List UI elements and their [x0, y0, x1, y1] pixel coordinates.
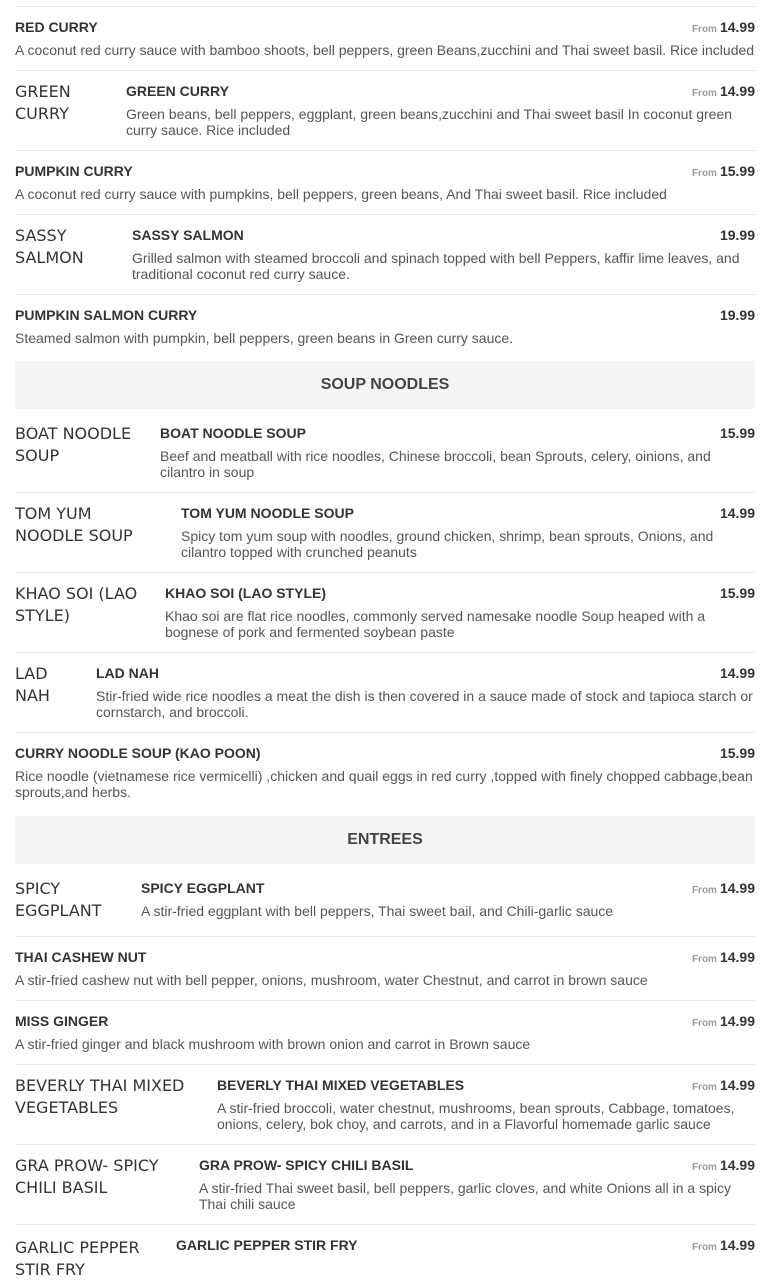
item-description: Green beans, bell peppers, eggplant, green beans,zucchini and Thai sweet basil In coconut green curry sauce. Rice included — [126, 106, 733, 138]
price-value: 15.99 — [719, 163, 755, 179]
price-value: 14.99 — [719, 949, 755, 965]
item-description: Steamed salmon with pumpkin, bell peppers, green beans in Green curry sauce. — [15, 330, 514, 346]
menu-item-garlic-pepper-stir-fry[interactable] — [15, 1225, 755, 1279]
price-from-label: From — [691, 1242, 717, 1253]
price-from-label: From — [691, 168, 717, 179]
item-description: Beef and meatball with rice noodles, Chinese broccoli, bean Sprouts, celery, oinions, and cilantro in soup — [160, 448, 711, 480]
item-name: BEVERLY THAI MIXED VEGETABLES — [217, 1077, 465, 1093]
item-name: GARLIC PEPPER STIR FRY — [176, 1237, 358, 1253]
item-image-alt: GARLIC PEPPER STIR FRY — [15, 1238, 140, 1279]
price-value: 14.99 — [719, 83, 755, 99]
item-description: A stir-fried cashew nut with bell pepper, onions, mushroom, water Chestnut, and carrot in brown sauce — [15, 972, 648, 988]
menu-item-miss-ginger[interactable] — [15, 1001, 755, 1065]
price-value: 14.99 — [719, 1237, 755, 1253]
item-description: Stir-fried wide rice noodles a meat the dish is then covered in a sauce made of stock and tapioca starch or cornstarch, and broccoli. — [96, 688, 753, 720]
item-name: CURRY NOODLE SOUP (KAO POON) — [15, 745, 261, 761]
menu-item-khao-soi[interactable] — [15, 573, 755, 653]
menu-item-beverly-thai-mixed-vegetables[interactable] — [15, 1065, 755, 1145]
item-image-alt: SPICY EGGPLANT — [15, 879, 102, 920]
item-price — [692, 1237, 755, 1253]
item-description: A coconut red curry sauce with pumpkins, bell peppers, green beans, And Thai sweet basil. Rice included — [15, 186, 667, 202]
item-price — [692, 19, 755, 35]
item-image-alt: BOAT NOODLE SOUP — [15, 424, 132, 465]
price-value: 14.99 — [719, 1077, 755, 1093]
menu-item-lad-nah[interactable] — [15, 653, 755, 733]
item-name: LAD NAH — [96, 665, 159, 681]
item-image-alt: GREEN CURRY — [15, 82, 71, 123]
item-price: 15.99 — [719, 425, 755, 441]
menu-item-boat-noodle-soup[interactable] — [15, 409, 755, 493]
item-price — [692, 1077, 755, 1093]
item-price: 15.99 — [719, 745, 755, 761]
menu-item-thai-cashew-nut[interactable] — [15, 937, 755, 1001]
item-description: Grilled salmon with steamed broccoli and spinach topped with bell Peppers, kaffir lime leaves, and traditional coconut red curry sauce. — [132, 250, 740, 282]
item-price: 14.99 — [719, 665, 755, 681]
price-value: 14.99 — [719, 19, 755, 35]
item-image-alt: KHAO SOI (LAO STYLE) — [15, 584, 138, 625]
item-description: A stir-fried broccoli, water chestnut, mushrooms, bean sprouts, Cabbage, tomatoes, onions, celery, bok choy, and carrots, and in a Flavorful homemade garlic sauce — [217, 1100, 735, 1132]
item-price: 15.99 — [719, 585, 755, 601]
price-from-label: From — [691, 1162, 717, 1173]
menu-item-spicy-eggplant[interactable] — [15, 864, 755, 937]
item-price — [692, 949, 755, 965]
item-image-alt: LAD NAH — [15, 664, 50, 705]
item-price: 19.99 — [719, 307, 755, 323]
item-name: GRA PROW- SPICY CHILI BASIL — [199, 1157, 414, 1173]
menu-page — [15, 0, 755, 1279]
item-price — [692, 880, 755, 896]
item-name: THAI CASHEW NUT — [15, 949, 147, 965]
price-value: 14.99 — [719, 1157, 755, 1173]
item-name: TOM YUM NOODLE SOUP — [181, 505, 354, 521]
item-name: GREEN CURRY — [126, 83, 229, 99]
item-image-alt: BEVERLY THAI MIXED VEGETABLES — [15, 1076, 185, 1117]
item-description: Spicy tom yum soup with noodles, ground chicken, shrimp, bean sprouts, Onions, and cilantro topped with crunched peanuts — [181, 528, 714, 560]
item-name: PUMPKIN SALMON CURRY — [15, 307, 198, 323]
item-description: A coconut red curry sauce with bamboo shoots, bell peppers, green Beans,zucchini and Thai sweet basil. Rice included — [15, 42, 755, 58]
item-name: RED CURRY — [15, 19, 98, 35]
item-description: A stir-fried ginger and black mushroom with brown onion and carrot in Brown sauce — [15, 1036, 531, 1052]
price-from-label: From — [691, 88, 717, 99]
price-from-label: From — [691, 1082, 717, 1093]
item-description: Rice noodle (vietnamese rice vermicelli) ,chicken and quail eggs in red curry ,topped with finely chopped cabbage,bean sprouts,and herbs. — [15, 768, 753, 800]
menu-item-curry-noodle-soup[interactable] — [15, 733, 755, 816]
divider — [15, 0, 755, 7]
item-price — [692, 83, 755, 99]
item-name: PUMPKIN CURRY — [15, 163, 133, 179]
price-value: 14.99 — [719, 880, 755, 896]
price-from-label: From — [691, 885, 717, 896]
menu-item-red-curry[interactable] — [15, 7, 755, 71]
price-from-label: From — [691, 24, 717, 35]
item-name: SASSY SALMON — [132, 227, 244, 243]
item-description: Khao soi are flat rice noodles, commonly served namesake noodle Soup heaped with a bognese of pork and fermented soybean paste — [165, 608, 706, 640]
item-image-alt: TOM YUM NOODLE SOUP — [15, 504, 133, 545]
section-heading-entrees: ENTREES — [15, 816, 755, 864]
menu-item-pumpkin-curry[interactable] — [15, 151, 755, 215]
item-name: KHAO SOI (LAO STYLE) — [165, 585, 326, 601]
price-value: 14.99 — [719, 1013, 755, 1029]
item-name: MISS GINGER — [15, 1013, 109, 1029]
item-price: 19.99 — [719, 227, 755, 243]
menu-item-pumpkin-salmon-curry[interactable] — [15, 295, 755, 361]
menu-item-gra-prow[interactable] — [15, 1145, 755, 1225]
item-image-alt: SASSY SALMON — [15, 226, 84, 267]
item-price: 14.99 — [719, 505, 755, 521]
item-description: A stir-fried Thai sweet basil, bell peppers, garlic cloves, and white Onions all in a spicy Thai chili sauce — [199, 1180, 731, 1212]
item-name: BOAT NOODLE SOUP — [160, 425, 306, 441]
item-price — [692, 163, 755, 179]
price-from-label: From — [691, 954, 717, 965]
item-name: SPICY EGGPLANT — [141, 880, 265, 896]
menu-item-green-curry[interactable] — [15, 71, 755, 151]
item-description: A stir-fried eggplant with bell peppers, Thai sweet bail, and Chili-garlic sauce — [141, 903, 614, 919]
menu-item-sassy-salmon[interactable] — [15, 215, 755, 295]
menu-item-tom-yum-noodle-soup[interactable] — [15, 493, 755, 573]
item-price — [692, 1013, 755, 1029]
item-image-alt: GRA PROW- SPICY CHILI BASIL — [15, 1156, 159, 1197]
section-heading-soup-noodles: SOUP NOODLES — [15, 361, 755, 409]
item-price — [692, 1157, 755, 1173]
price-from-label: From — [691, 1018, 717, 1029]
